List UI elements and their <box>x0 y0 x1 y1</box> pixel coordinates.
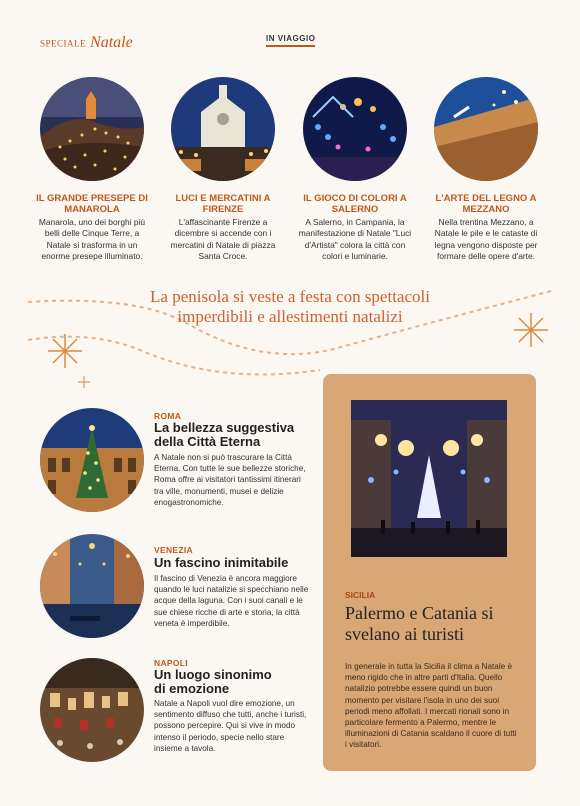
section-label: IN VIAGGIO <box>266 34 315 47</box>
brand-word: Natale <box>90 34 133 51</box>
salerno-photo <box>303 77 407 181</box>
small-star-icon <box>78 376 90 388</box>
mezzano-photo <box>434 77 538 181</box>
headline-sicilia: Palermo e Catania si svelano ai turisti <box>345 603 494 644</box>
top-item-text-salerno: A Salerno, in Campania, la manifestazione di Natale "Luci d'Artista" colora la città con colori e luminarie. <box>298 217 412 262</box>
top-item-text-manarola: Manarola, uno dei borghi più belli delle Cinque Terre, a Natale si trasforma in un enorme presepe illuminato. <box>38 217 146 262</box>
palermo-photo <box>351 400 507 557</box>
city-label-napoli: NAPOLI <box>154 658 188 668</box>
top-item-title-manarola: IL GRANDE PRESEPE DI MANAROLA <box>36 193 148 215</box>
top-item-text-mezzano: Nella trentina Mezzano, a Natale le pile e le cataste di legna vengono disposte per formare delle opere d'arte. <box>434 217 538 262</box>
top-item-title-mezzano: L'ARTE DEL LEGNO A MEZZANO <box>435 193 537 215</box>
headline-venezia: Un fascino inimitabile <box>154 555 289 570</box>
city-label-venezia: VENEZIA <box>154 545 193 555</box>
pull-quote: La penisola si veste a festa con spettacoli imperdibili e allestimenti natalizi <box>150 287 430 326</box>
top-item-title-salerno: IL GIOCO DI COLORI A SALERNO <box>303 193 407 215</box>
manarola-photo <box>40 77 144 181</box>
roma-photo <box>40 408 144 512</box>
venezia-photo <box>40 534 144 638</box>
text-roma: A Natale non si può trascurare la Città Eterna. Con tutte le sue bellezze storiche, Roma offre ai visitatori tantissimi itinerari tra ville, monumenti, musei e delizie enogastronomiche. <box>154 453 306 507</box>
top-item-title-firenze: LUCI E MERCATINI A FIRENZE <box>175 193 271 215</box>
firenze-photo <box>171 77 275 181</box>
brand-logo <box>40 34 133 52</box>
headline-napoli: Un luogo sinonimo di emozione <box>154 667 272 696</box>
headline-roma: La bellezza suggestiva della Città Eterna <box>154 420 295 449</box>
text-napoli: Natale a Napoli vuol dire emozione, un sentimento diffuso che tutti, anche i turisti, possono percepire. Qui si vive in modo intenso il periodo, specie nello stare insieme a tavola. <box>154 699 307 753</box>
city-label-sicilia: SICILIA <box>345 590 376 600</box>
napoli-photo <box>40 658 144 762</box>
city-label-roma: ROMA <box>154 411 182 421</box>
star-icon <box>514 313 548 347</box>
text-sicilia: In generale in tutta la Sicilia il clima a Natale è meno rigido che in altre parti d'Italia. Quello natalizio potrebbe essere quindi un buon momento per visitare l'isola in uno dei suoi periodi meno affollati. I mercati rionali sono in particolare fermento a Palermo, mentre le illuminazioni di Catania scaldano il cuore di tutti i visitatori. <box>345 662 517 750</box>
star-icon <box>48 334 82 368</box>
top-item-text-firenze: L'affascinante Firenze a dicembre si accende con i mercatini di Natale di piazza Santa Croce. <box>170 217 276 262</box>
brand-prefix: SPECIALE <box>40 38 87 49</box>
text-venezia: Il fascino di Venezia è ancora maggiore quando le luci natalizie si specchiano nelle acque della laguna. Con i suoi canali e le sue chiese ricche di arte e storia, la città veneta è imperdibile. <box>154 574 309 628</box>
